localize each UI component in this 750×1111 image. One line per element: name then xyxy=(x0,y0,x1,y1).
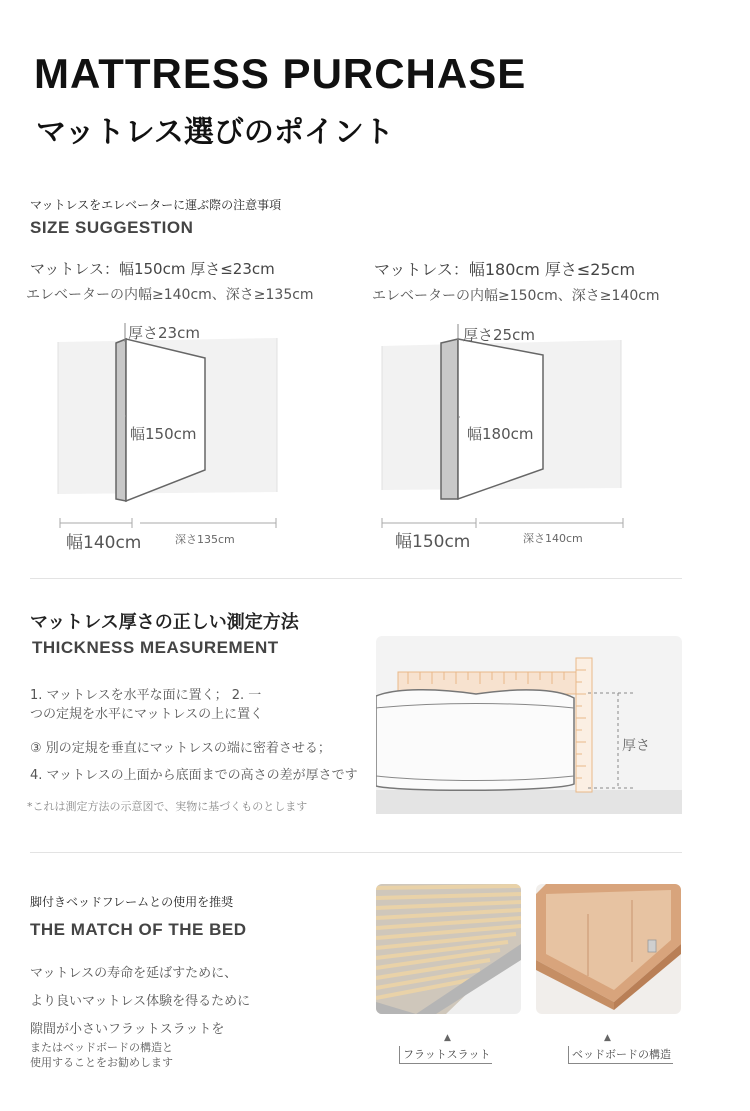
thickness-section-label-jp: マットレス厚さの正しい測定方法 xyxy=(30,612,299,633)
right-elevator-spec: エレベーターの内幅≥150cm、深さ≥140cm xyxy=(372,288,660,304)
bed-text-line5: 使用することをお勧めします xyxy=(30,1056,173,1069)
bed-board-image xyxy=(536,884,681,1014)
left-elevator-spec: エレベーターの内幅≥140cm、深さ≥135cm xyxy=(26,287,314,303)
section-divider xyxy=(30,578,682,579)
bed-text-line3: 隙間が小さいフラットスラットを xyxy=(30,1022,225,1037)
left-width-label: 幅150cm xyxy=(130,425,197,443)
step3-text: ③ 別の定規を垂直にマットレスの端に密着させる； xyxy=(30,741,331,756)
step4-text: 4. マットレスの上面から底面までの高さの差が厚さです xyxy=(30,768,358,783)
measurement-note: *これは測定方法の示意図で、実物に基づくものとします xyxy=(27,800,308,813)
up-triangle-icon: ▲ xyxy=(444,1033,451,1043)
thickness-measurement-figure xyxy=(376,636,682,814)
thickness-figure-label: 厚さ xyxy=(622,738,650,754)
left-elevator-depth: 深さ135cm xyxy=(175,533,235,546)
size-section-label-jp: マットレスをエレベーターに運ぶ際の注意事項 xyxy=(30,198,282,212)
right-elevator-width: 幅150cm xyxy=(395,532,471,552)
flat-slat-caption: フラットスラット xyxy=(399,1046,492,1064)
step1-line2: つの定規を水平にマットレスの上に置く xyxy=(30,707,264,722)
step1-line1: 1. マットレスを水平な面に置く； 2. 一 xyxy=(30,688,262,703)
section-divider xyxy=(30,852,682,853)
left-mattress-spec: マットレス：幅150cm 厚さ≤23cm xyxy=(30,260,275,278)
size-section-heading: SIZE SUGGESTION xyxy=(30,218,194,237)
bed-section-heading: THE MATCH OF THE BED xyxy=(30,920,247,939)
left-thickness-label: 厚さ23cm xyxy=(128,324,200,342)
page-title-jp: マットレス選びのポイント xyxy=(36,115,394,150)
up-triangle-icon: ▲ xyxy=(604,1033,611,1043)
right-width-label: 幅180cm xyxy=(467,425,534,443)
right-elevator-depth: 深さ140cm xyxy=(523,532,583,545)
bed-board-caption: ベッドボードの構造 xyxy=(568,1046,673,1064)
flat-slat-image xyxy=(376,884,521,1014)
bed-section-label-jp: 脚付きベッドフレームとの使用を推奨 xyxy=(30,895,234,909)
bed-text-line1: マットレスの寿命を延ばすために、 xyxy=(30,966,238,981)
bed-text-line4: またはベッドボードの構造と xyxy=(30,1041,173,1054)
bed-text-line2: より良いマットレス体験を得るために xyxy=(30,994,251,1009)
left-elevator-width: 幅140cm xyxy=(66,533,142,553)
thickness-section-heading: THICKNESS MEASUREMENT xyxy=(32,638,279,657)
right-mattress-spec: マットレス：幅180cm 厚さ≤25cm xyxy=(374,260,636,279)
right-thickness-label: 厚さ25cm xyxy=(463,326,535,344)
page-title-en: MATTRESS PURCHASE xyxy=(34,50,527,97)
